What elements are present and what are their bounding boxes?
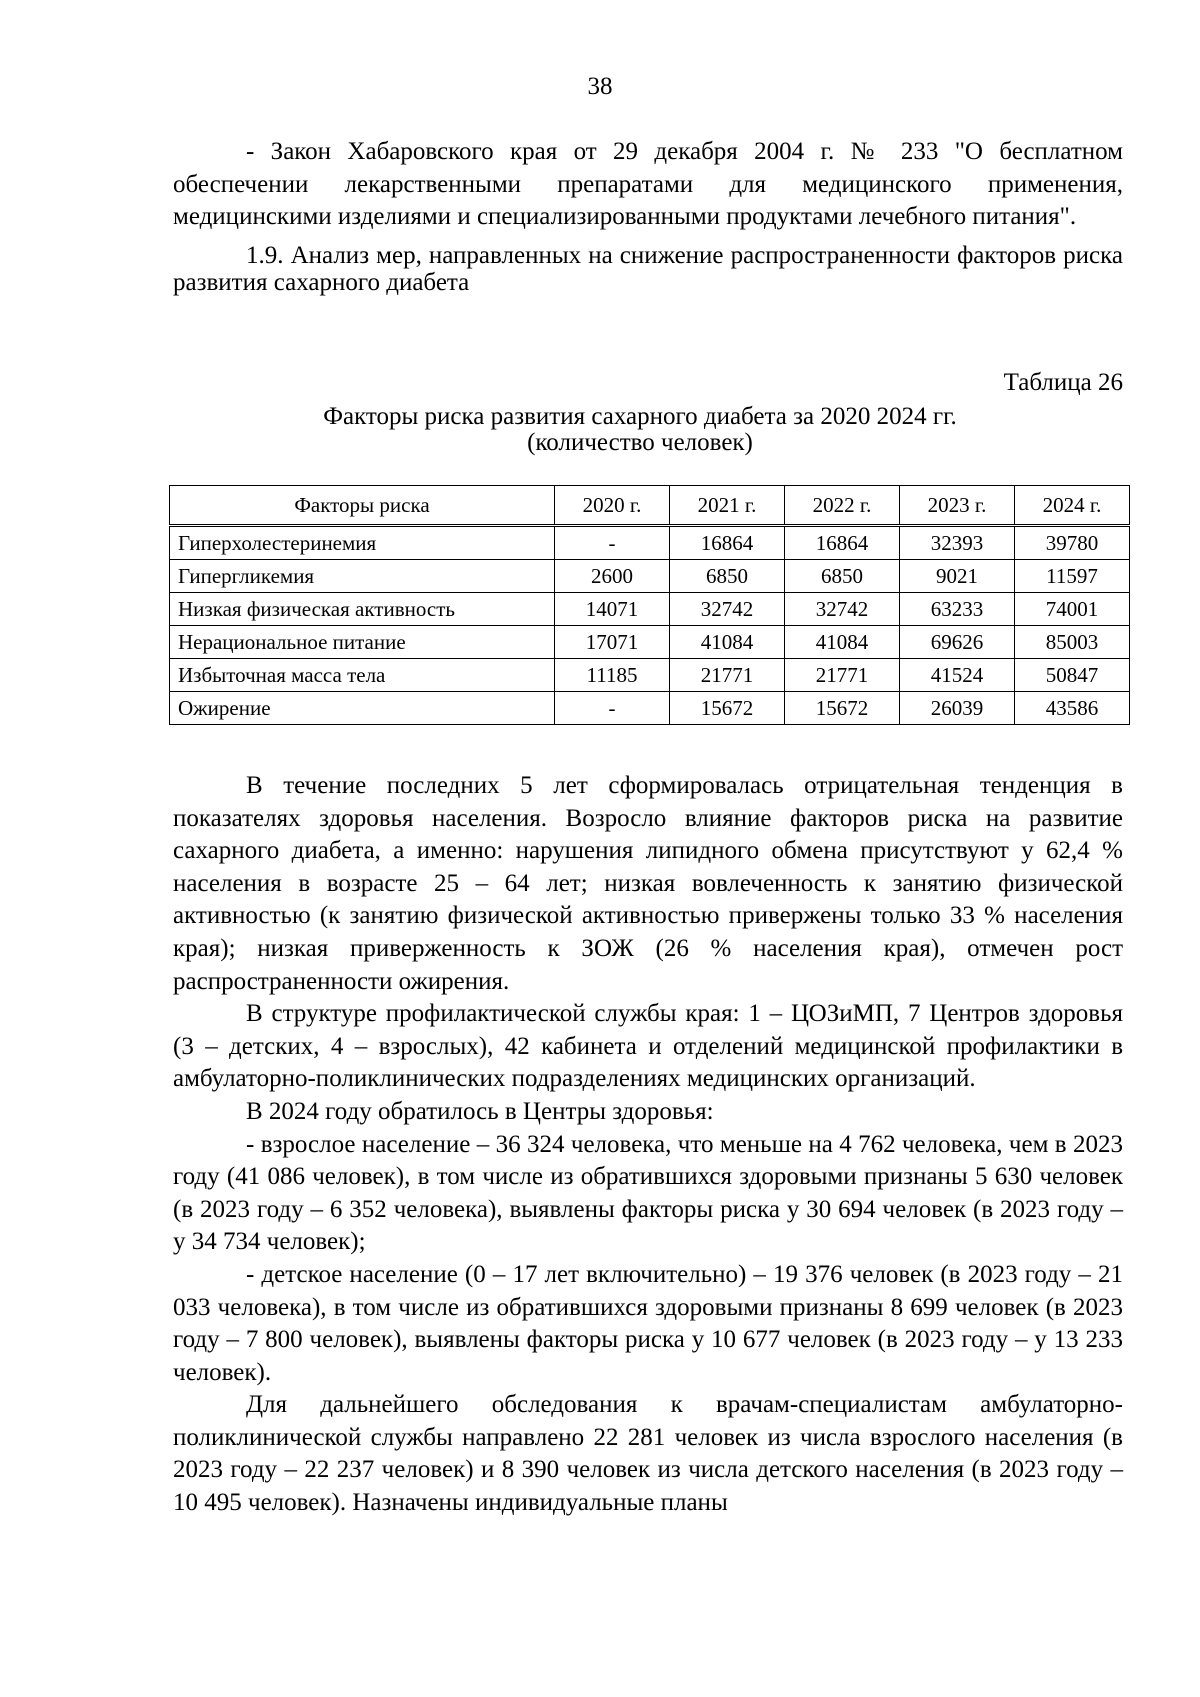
table-row: [170, 526, 1130, 560]
table-cell: 6850: [670, 560, 785, 593]
page-number: 38: [587, 73, 613, 100]
paragraph-structure: В структуре профилактической службы края: 1 – ЦОЗиМП, 7 Центров здоровья (3 – детских, 4 – взрослых), 42 кабинета и отделений медицинской профилактики в амбулаторно-поликлинических подразделениях медицинских организаций.: [173, 1000, 1123, 1093]
table-cell: 32393: [900, 526, 1015, 560]
table-cell: 63233: [900, 593, 1015, 626]
table-row: [170, 626, 1130, 659]
header-cell: 2023 г.: [900, 486, 1015, 526]
table-cell: 14071: [555, 593, 670, 626]
table-cell: 85003: [1015, 626, 1130, 659]
table-title: Факторы риска развития сахарного диабета за 2020 2024 гг.: [323, 403, 957, 430]
table-cell: 2600: [555, 560, 670, 593]
paragraph-adult-population: - взрослое население – 36 324 человека, что меньше на 4 762 человека, чем в 2023 году (41 086 человек), в том числе из обратившихся здоровыми признаны 5 630 человек (в 2023 году – 6 352 человека), выявлены факторы риска у 30 694 человек (в 2023 году – у 34 734 человек);: [173, 1130, 1123, 1256]
table-row: [170, 560, 1130, 593]
table-cell: 6850: [785, 560, 900, 593]
table-cell: 16864: [670, 526, 785, 560]
paragraph-referrals: Для дальнейшего обследования к врачам-специалистам амбулаторно-поликлинической службы направлено 22 281 человек из числа взрослого населения (в 2023 году – 22 237 человек) и 8 390 человек из числа детского населения (в 2023 году – 10 495 человек). Назначены индивидуальные планы: [173, 1391, 1123, 1517]
table-row: [170, 692, 1130, 725]
table-caption-number: Таблица 26: [1003, 369, 1123, 396]
table-cell: 41084: [785, 626, 900, 659]
table-cell: 69626: [900, 626, 1015, 659]
intro-block: [173, 136, 1123, 296]
table-row: [170, 659, 1130, 692]
table-cell: 32742: [785, 593, 900, 626]
row-label: Ожирение: [170, 692, 555, 725]
paragraph-health-centers-intro: В 2024 году обратилось в Центры здоровья:: [246, 1097, 714, 1125]
row-label: Гиперхолестеринемия: [170, 526, 555, 560]
header-cell: 2022 г.: [785, 486, 900, 526]
row-label: Избыточная масса тела: [170, 659, 555, 692]
header-cell: Факторы риска: [170, 486, 555, 526]
paragraph-trend: В течение последних 5 лет сформировалась отрицательная тенденция в показателях здоровья населения. Возросло влияние факторов риска на развитие сахарного диабета, а именно: нарушения липидного обмена присутствуют у 62,4 % населения в возрасте 25 – 64 лет; низкая вовлеченность к занятию физической активностью (к занятию физической активностью привержены только 33 % населения края); низкая приверженность к ЗОЖ (26 % населения края), отмечен рост распространенности ожирения.: [173, 772, 1123, 995]
risk-factors-table: [169, 485, 1130, 725]
table-cell: 11185: [555, 659, 670, 692]
table-cell: 43586: [1015, 692, 1130, 725]
table-cell: 39780: [1015, 526, 1130, 560]
table-cell: 41084: [670, 626, 785, 659]
table-cell: 16864: [785, 526, 900, 560]
table-row: [170, 593, 1130, 626]
table-cell: 15672: [670, 692, 785, 725]
header-cell: 2024 г.: [1015, 486, 1130, 526]
paragraph-child-population: - детское население (0 – 17 лет включительно) – 19 376 человек (в 2023 году – 21 033 человека), в том числе из обратившихся здоровыми признаны 8 699 человек (в 2023 году – 7 800 человек), выявлены факторы риска у 10 677 человек (в 2023 году – у 13 233 человек).: [173, 1260, 1123, 1386]
table-cell: 21771: [785, 659, 900, 692]
section-heading: 1.9. Анализ мер, направленных на снижение распространенности факторов риска развития сахарного диабета: [173, 241, 1123, 296]
table-cell: -: [555, 526, 670, 560]
table-subtitle: (количество человек): [527, 429, 753, 456]
table-cell: 74001: [1015, 593, 1130, 626]
table-cell: 11597: [1015, 560, 1130, 593]
row-label: Гипергликемия: [170, 560, 555, 593]
table-cell: 32742: [670, 593, 785, 626]
header-cell: 2020 г.: [555, 486, 670, 526]
table-title-block: [0, 404, 1200, 456]
main-text-block: [173, 770, 1123, 1520]
table-header-row: [170, 486, 1130, 526]
table-cell: 9021: [900, 560, 1015, 593]
table-cell: 50847: [1015, 659, 1130, 692]
table-cell: 41524: [900, 659, 1015, 692]
table-cell: 17071: [555, 626, 670, 659]
table-cell: 26039: [900, 692, 1015, 725]
header-cell: 2021 г.: [670, 486, 785, 526]
table-cell: 15672: [785, 692, 900, 725]
law-paragraph: - Закон Хабаровского края от 29 декабря 2004 г. № 233 "О бесплатном обеспечении лекарственными препаратами для медицинского применения, медицинскими изделиями и специализированными продуктами лечебного питания".: [173, 138, 1123, 231]
row-label: Нерациональное питание: [170, 626, 555, 659]
table-cell: -: [555, 692, 670, 725]
table-cell: 21771: [670, 659, 785, 692]
row-label: Низкая физическая активность: [170, 593, 555, 626]
